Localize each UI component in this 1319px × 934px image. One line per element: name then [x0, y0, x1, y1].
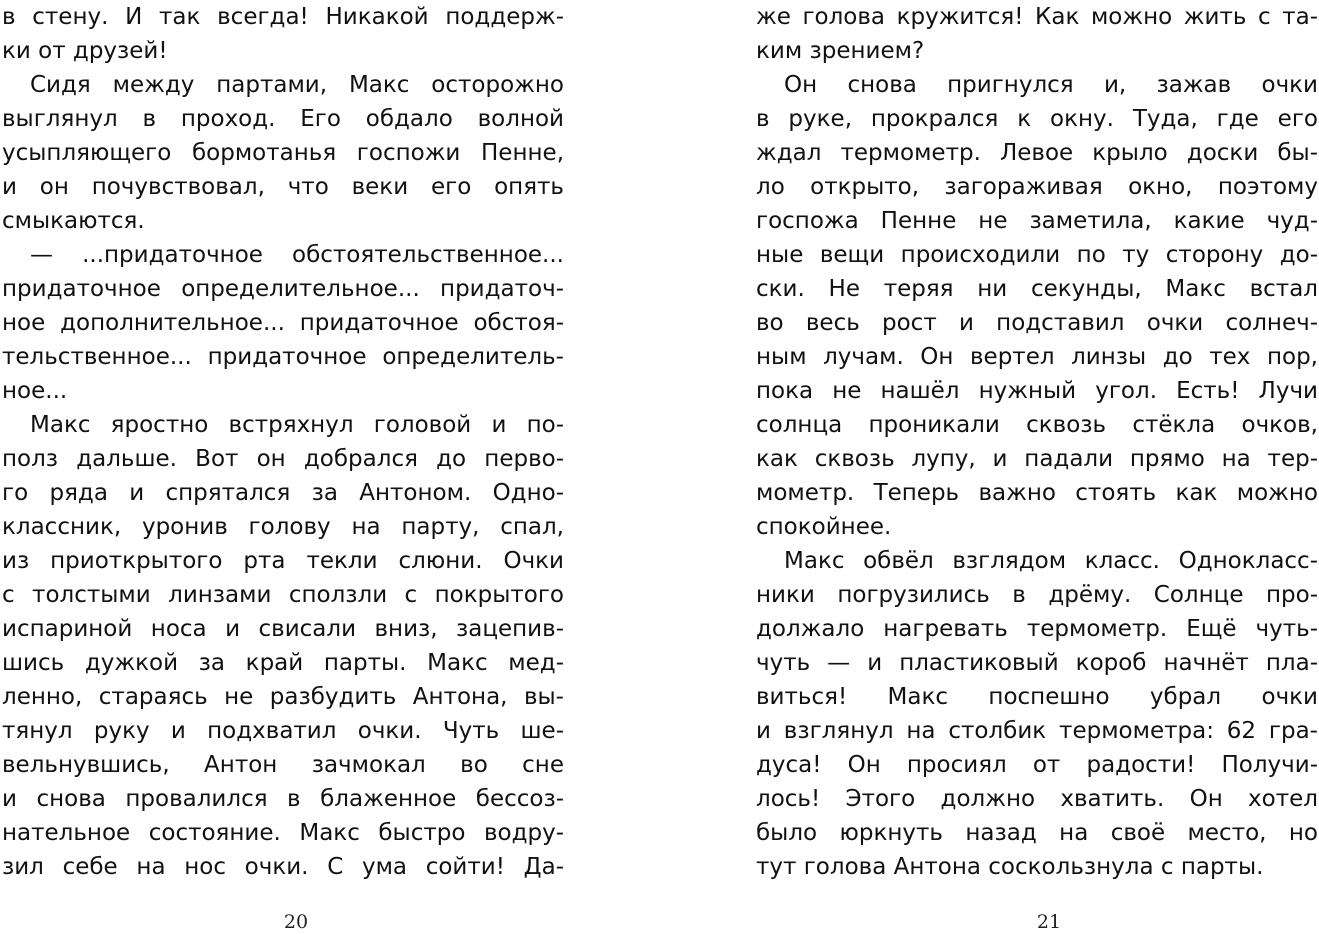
- text-line: нательное состояние. Макс быстро водру-: [2, 820, 564, 846]
- text-line: ким зрением?: [756, 38, 925, 64]
- text-line: вельнувшись, Антон зачмокал во сне: [2, 752, 564, 778]
- text-line: солнца проникали сквозь стёкла очков,: [756, 412, 1318, 438]
- text-line: и взглянул на столбик термометра: 62 гра-: [756, 718, 1318, 744]
- text-line: тельственное... придаточное определитель-: [2, 344, 564, 370]
- text-line: ло открыто, загораживая окно, поэтому: [756, 174, 1318, 200]
- text-line: классник, уронив голову на парту, спал,: [2, 514, 564, 540]
- text-line: усыпляющего бормотанья госпожи Пенне,: [2, 140, 564, 166]
- page-number-right: 21: [1036, 911, 1062, 933]
- text-line: и он почувствовал, что веки его опять: [2, 174, 564, 200]
- text-line: зил себе на нос очки. С ума сойти! Да-: [2, 854, 564, 880]
- left-page: [2, 0, 564, 934]
- text-line: госпожа Пенне не заметила, какие чуд-: [756, 208, 1318, 234]
- text-line: шись дужкой за край парты. Макс мед-: [2, 650, 564, 676]
- text-line: Сидя между партами, Макс осторожно: [30, 72, 564, 98]
- text-line: полз дальше. Вот он добрался до перво-: [2, 446, 564, 472]
- text-line: в стену. И так всегда! Никакой поддерж-: [2, 4, 564, 30]
- text-line: ленно, стараясь не разбудить Антона, вы-: [2, 684, 564, 710]
- text-line: ное дополнительное... придаточное обстоя-: [2, 310, 564, 336]
- text-line: ки от друзей!: [2, 38, 168, 64]
- text-line: же голова кружится! Как можно жить с та-: [756, 4, 1318, 30]
- text-line: испариной носа и свисали вниз, зацепив-: [2, 616, 564, 642]
- text-line: было юркнуть назад на своё место, но: [756, 820, 1318, 846]
- text-line: виться! Макс поспешно убрал очки: [756, 684, 1318, 710]
- text-line: чуть — и пластиковый короб начнёт пла-: [756, 650, 1318, 676]
- text-line: ники погрузились в дрёму. Солнце про-: [756, 582, 1318, 608]
- text-line: ным лучам. Он вертел линзы до тех пор,: [756, 344, 1318, 370]
- text-line: с толстыми линзами сползли с покрытого: [2, 582, 564, 608]
- text-line: Макс обвёл взглядом класс. Однокласс-: [784, 548, 1318, 574]
- text-line: Макс яростно встряхнул головой и по-: [30, 412, 564, 438]
- text-line: го ряда и спрятался за Антоном. Одно-: [2, 480, 564, 506]
- text-line: ные вещи происходили по ту сторону до-: [756, 242, 1318, 268]
- page-number-left: 20: [283, 911, 309, 933]
- text-line: выглянул в проход. Его обдало волной: [2, 106, 564, 132]
- text-line: пока не нашёл нужный угол. Есть! Лучи: [756, 378, 1318, 404]
- text-line: из приоткрытого рта текли слюни. Очки: [2, 548, 564, 574]
- right-page: [756, 0, 1318, 934]
- text-line: дуса! Он просиял от радости! Получи-: [756, 752, 1318, 778]
- text-line: спокойнее.: [756, 514, 892, 540]
- text-line: ное...: [2, 378, 68, 404]
- text-line: придаточное определительное... придаточ-: [2, 276, 564, 302]
- text-line: ски. Не теряя ни секунды, Макс встал: [756, 276, 1318, 302]
- text-line: мометр. Теперь важно стоять как можно: [756, 480, 1318, 506]
- text-line: во весь рост и подставил очки солнеч-: [756, 310, 1318, 336]
- text-line: должало нагревать термометр. Ещё чуть-: [756, 616, 1318, 642]
- text-line: лось! Этого должно хватить. Он хотел: [756, 786, 1318, 812]
- text-line: в руке, прокрался к окну. Туда, где его: [756, 106, 1318, 132]
- text-line: ждал термометр. Левое крыло доски бы-: [756, 140, 1318, 166]
- text-line: — ...придаточное обстоятельственное...: [30, 242, 564, 268]
- text-line: тянул руку и подхватил очки. Чуть ше-: [2, 718, 564, 744]
- text-line: тут голова Антона соскользнула с парты.: [756, 854, 1264, 880]
- text-line: Он снова пригнулся и, зажав очки: [784, 72, 1318, 98]
- text-line: и снова провалился в блаженное бессоз-: [2, 786, 564, 812]
- text-line: смыкаются.: [2, 208, 145, 234]
- text-line: как сквозь лупу, и падали прямо на тер-: [756, 446, 1318, 472]
